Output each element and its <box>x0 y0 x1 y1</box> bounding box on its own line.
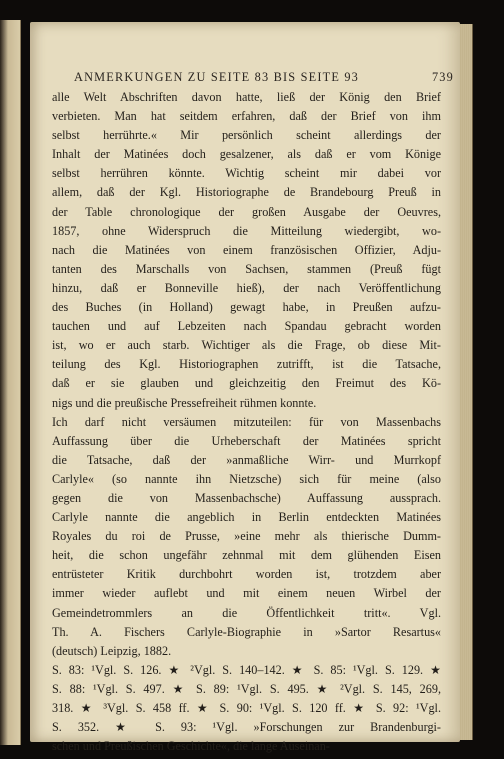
running-header <box>74 70 454 85</box>
text-line: teilung des Kgl. Historiographen zutrifft, ist die Tatsache, <box>52 357 441 372</box>
text-line: Auffassung über die Urheberschaft der Matinées spricht <box>52 433 441 448</box>
text-line: des Buches (in Holland) gewagt habe, in Preußen aufzu- <box>52 300 441 315</box>
text-line: allem, daß der Kgl. Historiographe de Brandebourg Preuß in <box>52 185 441 200</box>
text-line: alle Welt Abschriften davon hatte, ließ der König den Brief <box>52 90 441 104</box>
text-line: 318. ★ ³Vgl. S. 458 ff. ★ S. 90: ¹Vgl. S. 120 ff. ★ S. 92: ¹Vgl. <box>52 701 441 715</box>
text-line: nach die Matinées von einem französischen Offizier, Adju- <box>52 242 441 257</box>
page-edges <box>460 24 473 740</box>
text-line: S. 352. ★ S. 93: ¹Vgl. »Forschungen zur Brandenburgi- <box>52 720 441 735</box>
text-line: daß er sie glauben und gleichzeitig den Freimut des Kö- <box>52 376 441 391</box>
text-line: nigs und die preußische Pressefreiheit rühmen konnte. <box>52 395 317 410</box>
text-line: Carlyle« (so nannte ihn Nietzsche) sich für meine (also <box>52 471 441 486</box>
text-line: Th. A. Fischers Carlyle-Biographie in »Sartor Resartus« <box>52 624 441 639</box>
text-line: Royales du roi de Prusse, »eine mehr als thierische Dumm- <box>52 529 441 544</box>
text-line: schen und Preußischen Geschichte«, die lange Auseinan- <box>52 739 330 754</box>
text-line: tanten des Marschalls von Sachsen, stammen (Preuß fügt <box>52 261 441 276</box>
text-line: Gemeindetrommlers an die Öffentlichkeit tritt«. Vgl. <box>52 605 441 620</box>
text-line: Carlyle nannte die angeblich in Berlin entdeckten Matinées <box>52 510 441 525</box>
text-line: 1857, ohne Widerspruch die Mitteilung wiedergibt, wo- <box>52 223 441 238</box>
text-line: verbieten. Man hat seitdem erfahren, daß der Brief von ihm <box>52 109 441 124</box>
header-title: ANMERKUNGEN ZU SEITE 83 BIS SEITE 93 <box>74 70 360 84</box>
text-line: Ich darf nicht versäumen mitzuteilen: für von Massenbachs <box>52 414 441 429</box>
text-line: Inhalt der Matinées doch gesalzener, als daß er vom Könige <box>52 147 441 162</box>
text-line: tauchen und auf Lebzeiten nach Spandau gebracht worden <box>52 319 441 334</box>
body-text <box>52 88 441 756</box>
text-line: der Table chronologique der großen Ausgabe der Oeuvres, <box>52 204 441 219</box>
text-line: gegen die von Massenbachsche) Auffassung aussprach. <box>52 490 441 505</box>
text-line: (deutsch) Leipzig, 1882. <box>52 643 172 658</box>
text-line: selbst herrühren könnte. Wichtig scheint mir dabei vor <box>52 166 441 181</box>
text-line: immer wieder auflebt und mit einem neuen Wirbel der <box>52 586 441 601</box>
text-line: entrüsteter Kritik durchbohrt worden ist, trotzdem aber <box>52 567 441 582</box>
text-line: heit, die schon ungefähr zehnmal mit dem glühenden Eisen <box>52 548 441 563</box>
text-line: selbst herrührte.« Mir persönlich scheint allerdings der <box>52 128 441 143</box>
text-line: ist, wo er auch starb. Wichtiger als die Frage, ob diese Mit- <box>52 338 441 353</box>
text-line: hinzu, daß er Bonneville hieß), der nach Veröffentlichung <box>52 280 441 295</box>
text-line: S. 88: ¹Vgl. S. 497. ★ S. 89: ¹Vgl. S. 495. ★ ²Vgl. S. 145, 269, <box>52 681 441 696</box>
left-page-edge <box>0 20 21 745</box>
page-number: 739 <box>431 70 454 84</box>
text-line: S. 83: ¹Vgl. S. 126. ★ ²Vgl. S. 140–142. ★ S. 85: ¹Vgl. S. 129. ★ <box>52 662 441 677</box>
text-line: die Tatsache, daß der »anmaßliche Wirr- und Murrkopf <box>52 452 441 467</box>
